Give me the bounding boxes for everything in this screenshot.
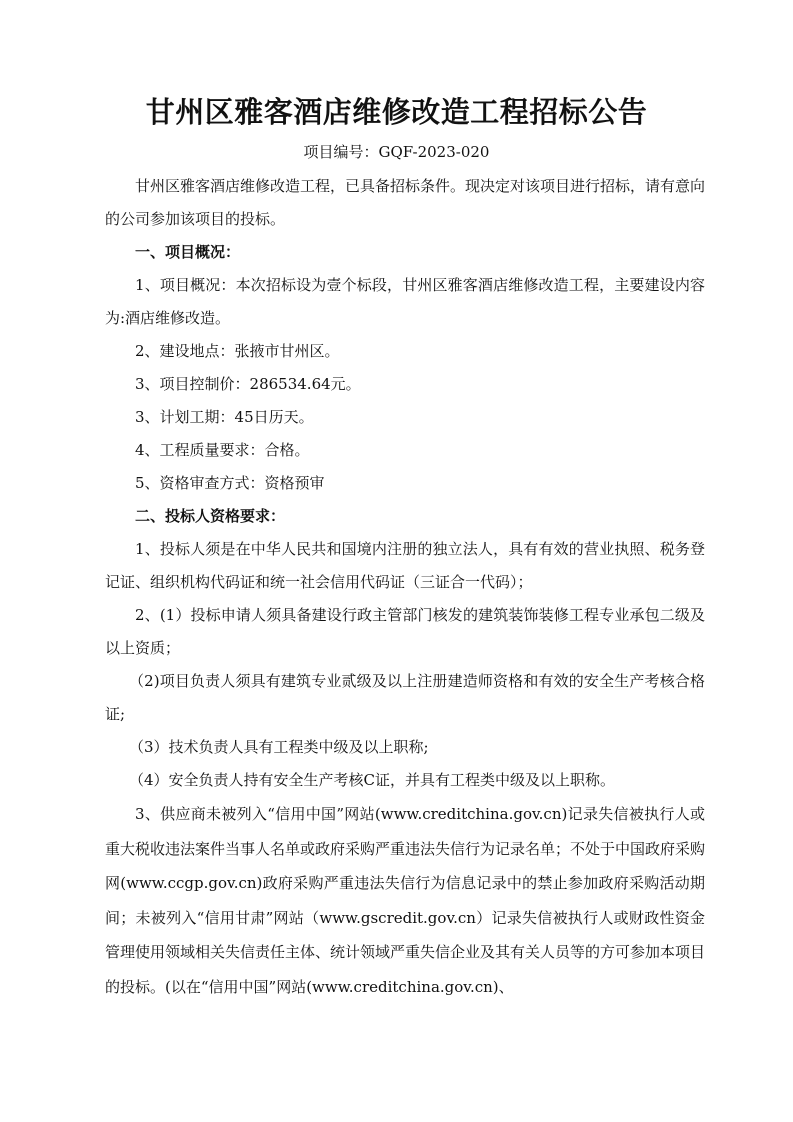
section-2-item-1: 1、投标人须是在中华人民共和国境内注册的独立法人，具有有效的营业执照、税务登记证、组织机构代码证和统一社会信用代码证（三证合一代码）；	[105, 540, 705, 591]
section-2-item-3: 3、供应商未被列入“信用中国”网站(www.creditchina.gov.cn)记录失信被执行人或重大税收违法案件当事人名单或政府采购严重违法失信行为记录名单；不处于中国政府采购网(www.ccgp.gov.cn)政府采购严重违法失信行为信息记录中的禁止参加政府采购活动期间；未被列入“信用甘肃”网站（www.gscredit.gov.cn）记录失信被执行人或财政性资金管理使用领域相关失信责任主体、统计领域严重失信企业及其有关人员等的方可参加本项目的投标。(以在“信用中国”网站(www.creditchina.gov.cn)、	[105, 805, 706, 996]
section-1-item: 3、计划工期：45日历天。	[135, 408, 314, 426]
project-number: 项目编号：GQF-2023-020	[303, 143, 490, 161]
section-1-heading: 一、项目概况：	[135, 243, 241, 261]
section-1-item: 1、项目概况：本次招标设为壹个标段，甘州区雅客酒店维修改造工程，主要建设内容为:酒店维修改造。	[105, 276, 705, 327]
section-2-heading: 二、投标人资格要求：	[135, 507, 286, 525]
section-1-item: 3、项目控制价：286534.64元。	[135, 375, 361, 393]
section-2-item-2: 2、(1）投标申请人须具备建设行政主管部门核发的建筑装饰装修工程专业承包二级及以上资质；	[105, 606, 705, 657]
section-2-item-2-3: （3）技术负责人具有工程类中级及以上职称;	[129, 738, 429, 756]
intro-paragraph: 甘州区雅客酒店维修改造工程，已具备招标条件。现决定对该项目进行招标，请有意向的公司参加该项目的投标。	[105, 177, 706, 228]
section-1-item: 5、资格审查方式：资格预审	[135, 474, 325, 492]
section-1-item: 2、建设地点：张掖市甘州区。	[135, 342, 340, 360]
section-1-item: 4、工程质量要求：合格。	[135, 441, 310, 459]
document-body	[105, 170, 705, 1004]
document-title: 甘州区雅客酒店维修改造工程招标公告	[145, 95, 648, 129]
section-2-item-2-4: （4）安全负责人持有安全生产考核C证，并具有工程类中级及以上职称。	[129, 771, 616, 789]
section-2-item-2-2: （2)项目负责人须具有建筑专业贰级及以上注册建造师资格和有效的安全生产考核合格证;	[105, 672, 705, 723]
